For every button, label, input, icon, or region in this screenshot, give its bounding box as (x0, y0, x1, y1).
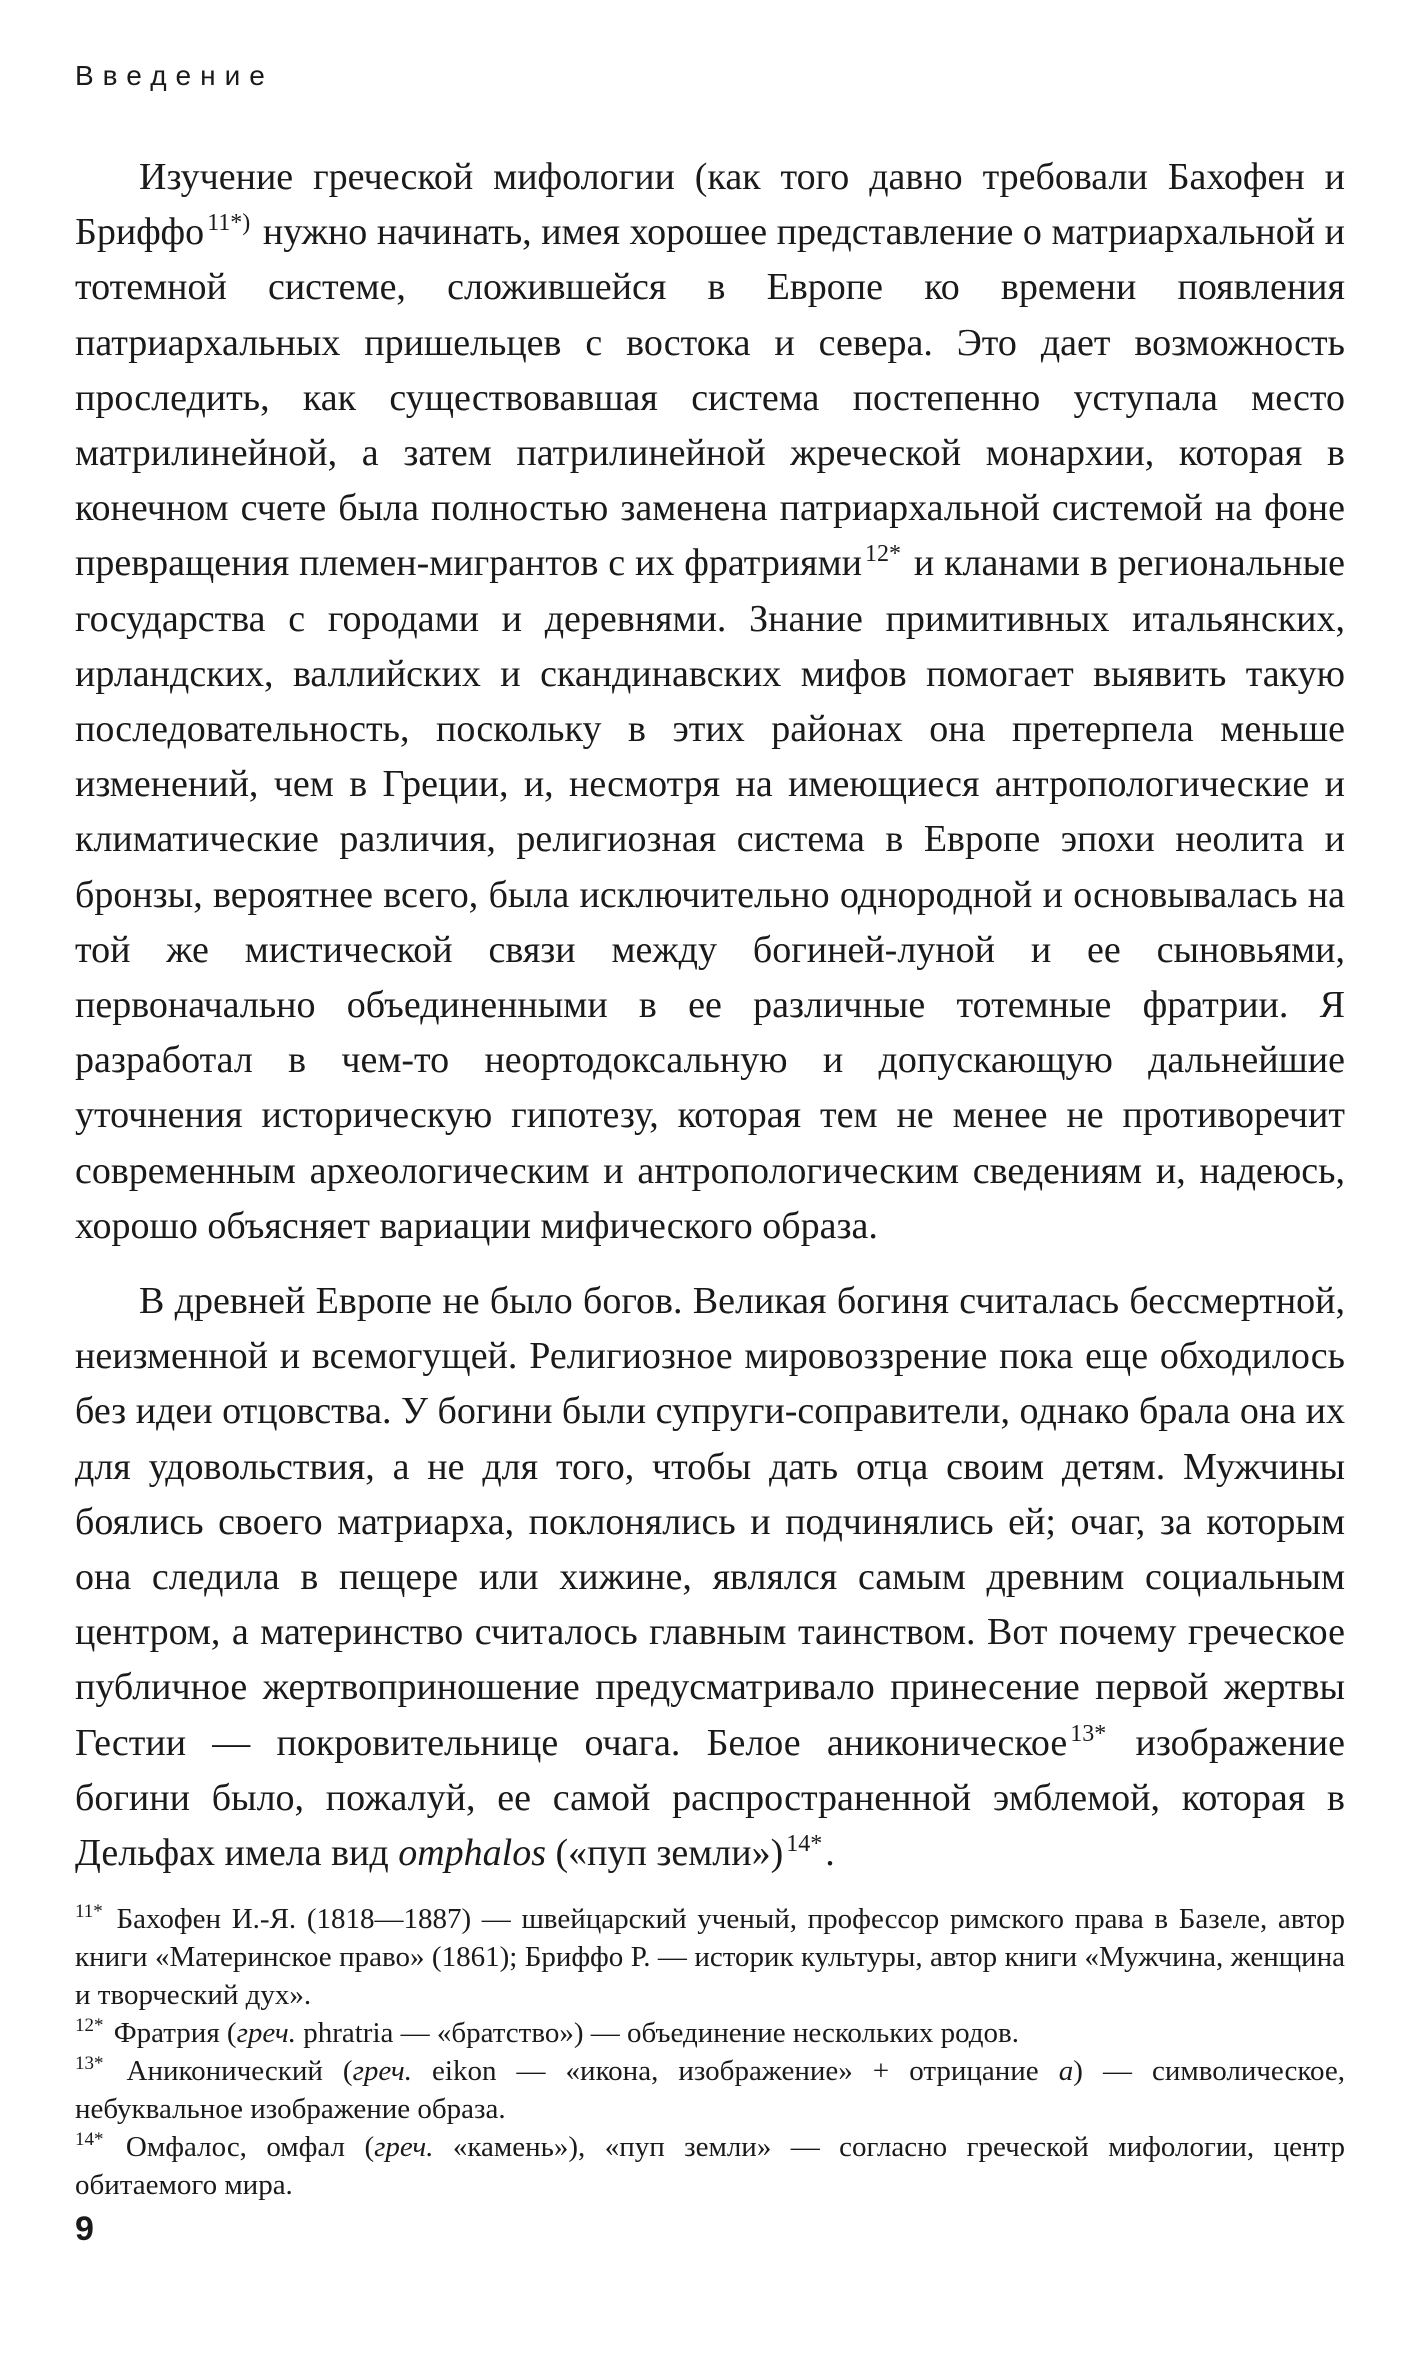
footnote-marker: 14* (75, 2129, 104, 2150)
footnote-text: eikon — «икона, изображение» + отрицание (411, 2055, 1059, 2087)
footnote-ref: 13* (1070, 1720, 1107, 1747)
text-run: . (825, 1832, 835, 1875)
paragraph (75, 150, 1345, 1254)
text-run: и кланами в региональные государства с городами и деревнями. Знание примитивных итальянских, ирландских, валлийских и скандинавских мифов помогает выявить такую последовательность, поскольку в этих районах она претерпела меньше изменений, чем в Греции, и, несмотря на имеющиеся антропологические и климатические различия, религиозная система в Европе эпохи неолита и бронзы, вероятнее всего, была исключительно однородной и основывалась на той же мистической связи между богиней-луной и ее сыновьями, первоначально объединенными в ее различные тотемные фратрии. Я разработал в чем-то неортодоксальную и допускающую дальнейшие уточнения историческую гипотезу, которая тем не менее не противоречит современным археологическим и антропологическим сведениям и, надеюсь, хорошо объясняет вариации мифического образа. (75, 542, 1345, 1247)
footnote (75, 2052, 1345, 2128)
footnotes (75, 1900, 1345, 2204)
text-run: В древней Европе не было богов. Великая богиня считалась бессмертной, неизменной и всемогущей. Религиозное мировоззрение пока еще обходилось без идеи отцовства. У богини были супруги-соправители, однако брала она их для удовольствия, а не для того, чтобы дать отца своим детям. Мужчины боялись своего матриарха, поклонялись и подчинялись ей; очаг, за которым она следила в пещере или хижине, являлся самым древним социальным центром, а материнство считалось главным таинством. Вот почему греческое публичное жертвоприношение предусматривало принесение первой жертвы Гестии — покровительнице очага. Белое аниконическое (75, 1280, 1345, 1764)
text-run: изображение богини было, пожалуй, ее самой распространенной эмблемой, которая в Дельфах имела вид (75, 1721, 1345, 1875)
footnote (75, 2128, 1345, 2204)
footnote-text: Омфалос, омфал ( (106, 2131, 375, 2163)
footnote-ref: 12* (865, 541, 902, 568)
running-head: Введение (75, 60, 274, 91)
italic-term: omphalos (398, 1832, 547, 1875)
footnote-italic: греч. (236, 2017, 296, 2049)
footnote-text: ) — символическое, небуквальное изображение образа. (75, 2055, 1345, 2125)
footnote-text: Бахофен И.-Я. (1818—1887) — швейцарский ученый, профессор римского права в Базеле, автор книги «Материнское право» (1861); Бриффо Р. — историк культуры, автор книги «Мужчина, женщина и творческий дух». (75, 1903, 1345, 2011)
text-run: («пуп земли») (546, 1832, 784, 1875)
footnote (75, 1900, 1345, 2014)
footnote-marker: 12* (75, 2015, 104, 2036)
footnote (75, 2014, 1345, 2052)
footnote-text: Аниконический ( (106, 2055, 353, 2087)
text-run: Изучение греческой мифологии (как того давно требовали Бахофен и Бриффо (75, 156, 1345, 254)
footnote-marker: 11* (75, 1901, 103, 1922)
page-number: 9 (75, 2210, 94, 2248)
footnote-italic: греч. (374, 2131, 434, 2163)
paragraph (75, 1274, 1345, 1881)
main-text (75, 150, 1345, 1881)
footnote-ref: 14* (786, 1831, 823, 1858)
footnote-ref: 11*) (207, 210, 251, 237)
footnote-italic: а (1058, 2055, 1074, 2087)
footnote-italic: греч. (352, 2055, 412, 2087)
footnote-text: «камень»), «пуп земли» — согласно греческой мифологии, центр обитаемого мира. (75, 2131, 1345, 2201)
footnote-text: Фратрия ( (106, 2017, 237, 2049)
text-run: нужно начинать, имея хорошее представление о матриархальной и тотемной системе, сложившейся в Европе ко времени появления патриархальных пришельцев с востока и севера. Это дает возможность проследить, как существовавшая система постепенно уступала место матрилинейной, а затем патрилинейной жреческой монархии, которая в конечном счете была полностью заменена патриархальной системой на фоне превращения племен-мигрантов с их фратриями (75, 211, 1345, 585)
footnote-marker: 13* (75, 2053, 104, 2074)
footnote-text: phratria — «братство») — объединение нескольких родов. (295, 2017, 1019, 2049)
